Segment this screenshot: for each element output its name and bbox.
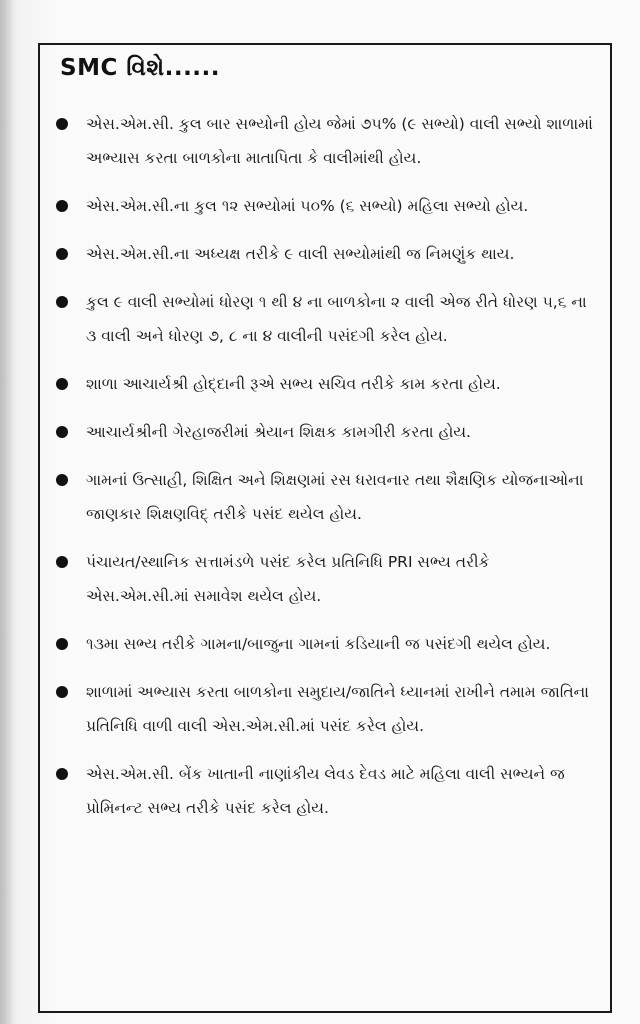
list-item-text: પંચાયત/સ્થાનિક સત્તામંડળે પસંદ કરેલ પ્રતિનિધિ PRI સભ્ય તરીકે એસ.એમ.સી.માં સમાવેશ થયેલ હોય.	[86, 553, 490, 605]
bullet-icon	[56, 378, 68, 390]
list-item	[40, 107, 610, 175]
bullet-icon	[56, 296, 68, 308]
bullet-icon	[56, 248, 68, 260]
list-item	[40, 285, 610, 353]
list-item-text: એસ.એમ.સી.ના અધ્યક્ષ તરીકે ૯ વાલી સભ્યોમાંથી જ નિમણુંક થાય.	[86, 245, 515, 263]
list-item-text: આચાર્યશ્રીની ગેરહાજરીમાં શ્રેયાન શિક્ષક કામગીરી કરતા હોય.	[86, 423, 471, 441]
bullet-icon	[56, 426, 68, 438]
list-item-text: એસ.એમ.સી. કુલ બાર સભ્યોની હોય જેમાં ૭૫% (૯ સભ્યો) વાલી સભ્યો શાળામાં અભ્યાસ કરતા બાળકોના માતાપિતા કે વાલીમાંથી હોય.	[86, 115, 593, 167]
content-frame	[38, 43, 612, 1013]
list-item	[40, 367, 610, 401]
list-item-text: એસ.એમ.સી.ના કુલ ૧૨ સભ્યોમાં ૫૦% (૬ સભ્યો) મહિલા સભ્યો હોય.	[86, 197, 529, 215]
bullet-icon	[56, 686, 68, 698]
list-item-text: શાળા આચાર્યશ્રી હોદ્દાની રૂએ સભ્ય સચિવ તરીકે કામ કરતા હોય.	[86, 375, 501, 393]
list-item-text: શાળામાં અભ્યાસ કરતા બાળકોના સમુદાય/જાતિને ધ્યાનમાં રાખીને તમામ જાતિના પ્રતિનિધિ વાળી વાલી એસ.એમ.સી.માં પસંદ કરેલ હોય.	[86, 683, 589, 735]
bullet-icon	[56, 768, 68, 780]
list-item	[40, 627, 610, 661]
bullet-icon	[56, 638, 68, 650]
list-item	[40, 463, 610, 531]
bullet-icon	[56, 474, 68, 486]
list-item-text: ૧૩મા સભ્ય તરીકે ગામના/બાજુના ગામનાં કડિયાની જ પસંદગી થયેલ હોય.	[86, 635, 551, 653]
smc-rules-list	[40, 107, 610, 839]
list-item-text: એસ.એમ.સી. બેંક ખાતાની નાણાંકીય લેવડ દેવડ માટે મહિલા વાલી સભ્યને જ પ્રોમિનન્ટ સભ્ય તરીકે પસંદ કરેલ હોય.	[86, 765, 565, 817]
list-item	[40, 757, 610, 825]
bullet-icon	[56, 200, 68, 212]
list-item	[40, 545, 610, 613]
list-item-text: કુલ ૯ વાલી સભ્યોમાં ધોરણ ૧ થી ૪ ના બાળકોના ૨ વાલી એજ રીતે ધોરણ ૫,૬ ના ૩ વાલી અને ધોરણ ૭, ૮ ના ૪ વાલીની પસંદગી કરેલ હોય.	[86, 293, 587, 345]
list-item	[40, 675, 610, 743]
list-item	[40, 415, 610, 449]
list-item	[40, 237, 610, 271]
list-item	[40, 189, 610, 223]
page-title: SMC વિશે......	[60, 55, 221, 81]
list-item-text: ગામનાં ઉત્સાહી, શિક્ષિત અને શિક્ષણમાં રસ ધરાવનાર તથા શૈક્ષણિક યોજનાઓના જાણકાર શિક્ષણવિદ્ તરીકે પસંદ થયેલ હોય.	[86, 471, 584, 523]
bullet-icon	[56, 118, 68, 130]
page-spine-shadow	[0, 0, 14, 1024]
bullet-icon	[56, 556, 68, 568]
